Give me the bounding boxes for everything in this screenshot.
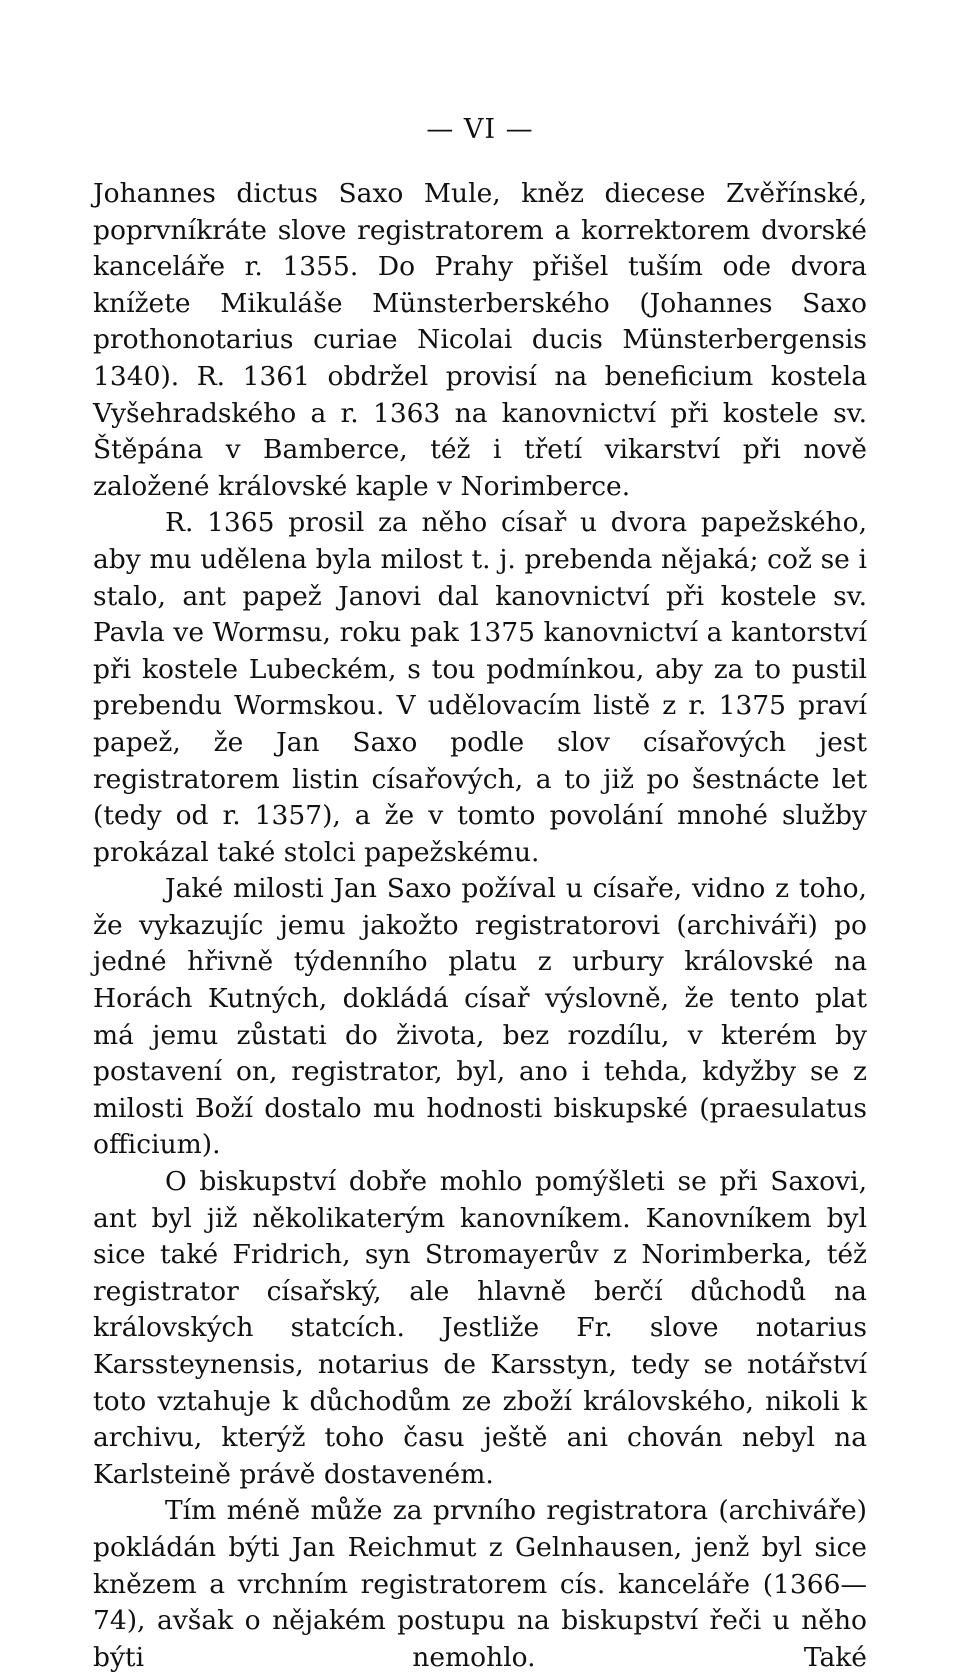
paragraph-5: Tím méně může za prvního registratora (archiváře) pokládán býti Jan Reichmut z Gelnhausen, jenž byl sice knězem a vrchním registratorem cís. kanceláře (1366—74), avšak o nějakém postupu na biskupství řeči u něho býti nemohlo. Také [93,1495,867,1673]
paragraph-1: Johannes dictus Saxo Mule, kněz diecese Zvěřínské, poprvníkráte slove registratorem a korrektorem dvorské kanceláře r. 1355. Do Prahy přišel tuším ode dvora knížete Mikuláše Münsterberského (Johannes Saxo prothonotarius curiae Nicolai ducis Münsterbergensis 1340). R. 1361 obdržel provisí na beneficium kostela Vyšehradského a r. 1363 na kanovnictví při kostele sv. Štěpána v Bamberce, též i třetí vikarství při nově založené královské kaple v Norimberce. [93,178,867,502]
paragraph-2: R. 1365 prosil za něho císař u dvora papežského, aby mu udělena byla milost t. j. prebenda nějaká; což se i stalo, ant papež Janovi dal kanovnictví při kostele sv. Pavla ve Wormsu, roku pak 1375 kanovnictví a kantorství při kostele Lubeckém, s tou podmínkou, aby za to pustil prebendu Wormskou. V udělovacím listě z r. 1375 praví papež, že Jan Saxo podle slov císařových jest registratorem listin císařových, a to již po šestnácte let (tedy od r. 1357), a že v tomto povolání mnohé služby prokázal také stolci papežskému. [93,507,867,868]
page-number: — VI — [426,114,534,145]
body-text [93,176,867,1676]
paragraph-3: Jaké milosti Jan Saxo požíval u císaře, vidno z toho, že vykazujíc jemu jakožto registratorovi (archiváři) po jedné hřivně týdenního platu z urbury královské na Horách Kutných, dokládá císař výslovně, že tento plat má jemu zůstati do života, bez rozdílu, v kterém by postavení on, registrator, byl, ano i tehda, kdyžby se z milosti Boží dostalo mu hodnosti biskupské (praesulatus officium). [93,873,867,1161]
paragraph-4: O biskupství dobře mohlo pomýšleti se při Saxovi, ant byl již několikaterým kanovníkem. Kanovníkem byl sice také Fridrich, syn Stromayerův z Norimberka, též registrator císařský, ale hlavně berčí důchodů na královských statcích. Jestliže Fr. slove notarius Karssteynensis, notarius de Karsstyn, tedy se notářství toto vztahuje k důchodům ze zboží královského, nikoli k archivu, kterýž toho času ještě ani chován nebyl na Karlsteině právě dostaveném. [93,1166,867,1490]
